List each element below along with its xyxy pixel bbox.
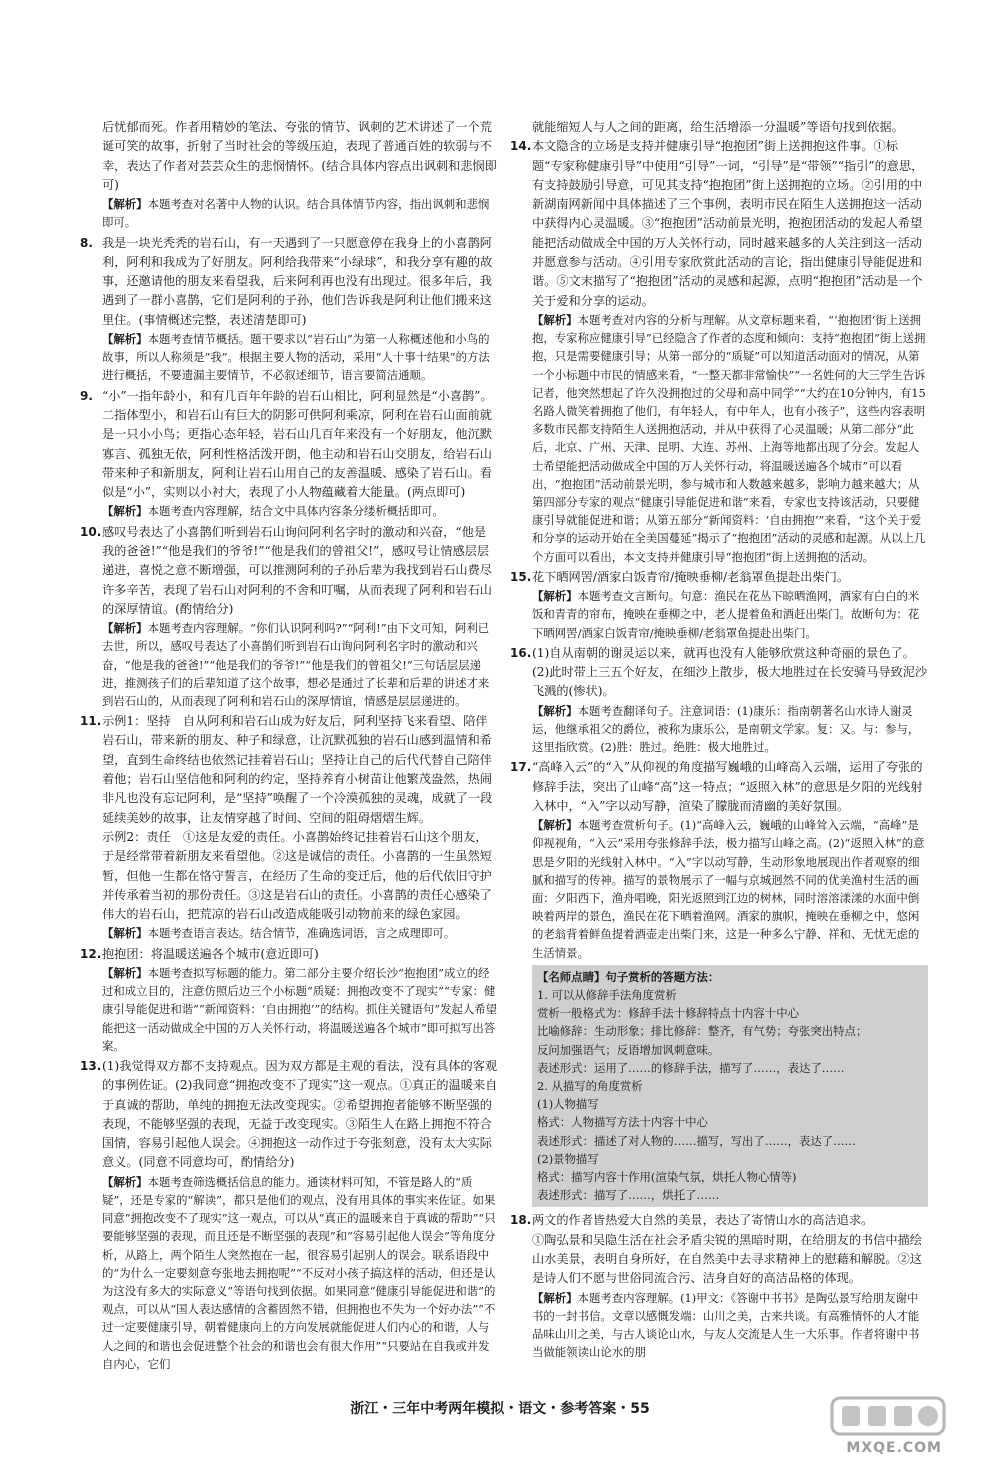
answer-11-example-2: 示例2：责任 ①这是友爱的责任。小喜鹊始终记挂着岩石山这个朋友，于是经常带着新朋友来看望他。②这是诚信的责任。小喜鹊的一生虽然短暂，但他一生都在恪守誓言，在经历了生命的变迁后，他的后代依旧守护并传承着当初的那份责任。③这是岩石山的责任。小喜鹊的责任心感染了伟大的岩石山，把荒凉的岩石山改造成能吸引动物前来的绿色家园。: [102, 829, 492, 922]
analysis-label: 【解析】: [102, 965, 148, 980]
answer-14: 14. 本文隐含的立场是支持并健康引导“抱抱团”街上送拥抱这件事。①标题“专家称健康引导”中使用“引导”一词，“引导”是“带领”“指引”的意思，有支持鼓励引导意，可见其支持“抱抱团”街上送拥抱的立场。②引用的中新湖南网新闻中具体描述了三个事例，表明市民在陌生人送拥抱这一活动中获得内心灵温暖。③“抱抱团”活动前景光明，抱抱团活动的发起人希望能把活动做成全中国的万人关怀行动，同时越来越多的人关注到这一活动并愿意参与活动。④引用专家欣赏此活动的言论，指出健康引导能促进和谐。⑤文末描写了“抱抱团”活动的灵感和起源，点明“抱抱团”活动是一个关于爱和分享的运动。: [510, 139, 924, 308]
analysis-13: 【解析】本题考查筛选概括信息的能力。通读材料可知，不管是路人的“质疑”，还是专家的“解读”，都只是他们的观点，没有用具体的事实来佐证。如果同意“拥抱改变不了现实”这一观点，可以从“真正的温暖来自于真诚的帮助”“只要能够坚强的表现，而且还是不断坚强的表现”和“容易引起他人误会”等角度分析，从路上，两个陌生人突然抱在一起，很容易引起别人的误会。联系语段中的“为什么一定要刻意夸张地去拥抱呢”“不反对小孩子搞这样的活动，但还是认为这没有多大的实际意义”等语句找到依据。如果同意“健康引导能促进和谐”的观点，可以从“国人表达感情的含蓄固然不错，但拥抱也不失为一个好办法”“不过一定要健康引导，朝着健康向上的方向发展就能促进人们内心的和谐，人与人之间的和谐也会促进整个社会的和谐也会有很大作用”“只要站在自我或并发自内心，它们: [102, 1174, 496, 1371]
tips-line: 赏析一般格式为：修辞手法十修辞特点十内容十中心: [537, 1006, 799, 1021]
tips-line: 2. 从描写的角度赏析: [537, 1078, 643, 1093]
tips-line: 表述形式：运用了……的修辞手法，描写了……，表达了……: [537, 1060, 845, 1075]
tips-line: 格式：人物描写方法十内容十中心: [537, 1115, 708, 1130]
analysis-label: 【解析】: [532, 1290, 578, 1305]
analysis-13-continued: 就能缩短人与人之间的距离，给生活增添一分温暖”等语句找到依据。: [532, 120, 904, 134]
answer-8: 8. 我是一块光秃秃的岩石山，有一天遇到了一只愿意停在我身上的小喜鹊阿利，阿利和我成为了好朋友。阿利给我带来“小绿球”，和我分享有趣的故事，还邀请他的朋友来看望我，后来阿利再也没有出现过。很多年后，我遇到了一群小喜鹊，它们是阿利的子孙，他们告诉我是阿利让他们搬来这里住。(事情概述完整，表述清楚即可): [80, 235, 493, 327]
tips-line: 1. 可以从修辞手法角度赏析: [537, 987, 677, 1002]
answer-16: 16. (1)自从南朝的谢灵运以来，就再也没有人能够欣赏这种奇丽的景色了。: [510, 645, 915, 660]
answer-10: 10. 感叹号表达了小喜鹊们听到岩石山询问阿利名字时的激动和兴奋，“他是我的爸爸!”“他是我们的爷爷!”“他是我们的曾祖父!”，感叹号让情感层层递进，喜悦之意不断增强，可以推测阿利的子孙后辈为我找到岩石山费尽许多辛苦，表现了岩石山对阿利的不舍和叮嘱，从而表现了阿利和岩石山的深厚情谊。(酌情给分): [80, 524, 492, 616]
tips-line: 比喻修辞：生动形象；排比修辞：整齐，有气势；夸张突出特点；: [537, 1024, 868, 1039]
analysis-8: 【解析】本题考查情节概括。题干要求以“岩石山”为第一人称概述他和小鸟的故事，所以人称须是“我”。根据主要人物的活动，采用“人十事十结果”的方法进行概括，不要遗漏主要情节，不必叙述细节，语言要简洁通顺。: [102, 332, 490, 383]
tips-line: 反问加强语气；反语增加讽刺意味。: [537, 1042, 720, 1057]
analysis-14: 【解析】本题考查对内容的分析与理解。从文章标题来看，“‘抱抱团’街上送拥抱，专家称应健康引导”已经隐含了作者的态度和倾向：支持“抱抱团”街上送拥抱，只是需要健康引导；从第一部分的“质疑”可以知道活动面对的情况，从第一个小标题中市民的情感来看，“一整天都非常愉快”“一名姓何的大三学生告诉记者，他突然想起了许久没拥抱过的父母和高中同学”“大约在10分钟内，有15名路人微笑着拥抱了他们，有年轻人，有中年人，也有小孩子”，这些内容表明多数市民都支持陌生人送拥抱活动，并从中获得了心灵温暖；从第二部分“此后，北京、广州、天津、昆明、大连、苏州、上海等地都出现了分会。发起人士希望能把活动做成全中国的万人关怀行动，将温暖送遍各个城市”可以看出，“抱抱团”活动前景光明，参与城市和人数越来越多，影响力越来越大；从第四部分专家的观点“健康引导能促进和谐”来看，专家也支持该活动，只要健康引导就能促进和谐；从第五部分“新闻资料：‘自由拥抱’”来看，“这个关于爱和分享的运动开始在全美国蔓延”揭示了“抱抱团”活动的灵感和起源。从以上几个方面可以看出，本文支持并健康引导“抱抱团”街上送拥抱的活动。: [532, 312, 926, 564]
analysis-label: 【解析】: [102, 621, 148, 636]
answer-13: 13. (1)我觉得双方都不支持观点。因为双方都是主观的看法，没有具体的客观的事例佐证。(2)我同意“拥抱改变不了现实”这一观点。①真正的温暖来自于真诚的帮助，单纯的拥抱无法改变现实。②希望拥抱者能够不断坚强的表现，不能够坚强的表现，无益于改变现实。③陌生人在路上拥抱不符合国情，容易引起他人误会。④拥抱这一动作过于夸张刻意，没有太大实际意义。(同意不同意均可，酌情给分): [80, 1058, 498, 1170]
analysis-11: 【解析】本题考查语言表达。结合情节，准确选词语，言之成理即可。: [102, 926, 456, 941]
tips-line: (1)人物描写: [537, 1097, 599, 1112]
page-footer: 浙江・三年中考两年模拟・语文・参考答案・55: [350, 1401, 650, 1417]
answer-17: 17. “高峰入云”的“入”从仰视的角度描写巍峨的山峰高入云端，运用了夸张的修辞手法，突出了山峰“高”这一特点；“返照入林”的意思是夕阳的光线射入林中，“入”字以动写静，渲染了朦胧而清幽的美好氛围。: [510, 760, 923, 813]
analysis-10: 【解析】本题考查内容理解。“你们认识阿利吗?”“阿利!”由下文可知，阿利已去世，所以，感叹号表达了小喜鹊们听到岩石山询问阿利名字时的激动和兴奋，“他是我的爸爸!”“他是我们的爷爷!”“他是我们的曾祖父!”三句话层层递进，推测孩子们的后辈知道了这个故事，想必是通过了长辈和后辈的讲述才来到岩石山的，从而表现了阿利和岩石山的深厚情谊，情感是层层递进的。: [102, 621, 490, 708]
analysis-label: 【解析】: [532, 589, 578, 604]
teacher-tips-box: [532, 965, 928, 1208]
analysis-15: 【解析】本题考查文言断句。句意：渔民在花丛下晾晒渔网，酒家有白白的米饭和青青的帘布，掩映在垂柳之中，老人提着鱼和酒赶出柴门。故断句为：花下晒网罟/酒家白饭青帘/掩映垂柳/老翁罩鱼提赴出柴门。: [532, 589, 920, 640]
analysis-17: 【解析】本题考查赏析句子。(1)“高峰入云，巍峨的山峰耸入云端，“高峰”是仰视视角，“入云”采用夸张修辞手法，极力描写山峰之高。(2)“返照入林”的意思是夕阳的光线射入林中。“入”字以动写静，生动形象地展现出作者观察的细腻和描写的传神。描写的景物展示了一幅与京城迥然不同的优美渔村生活的画面：夕阳西下，渔舟唱晚，阳光返照到江边的树林，同时溶溶漾漾的水面中倒映着两岸的景色，渔民在花下晒着渔网。酒家的旗帜，掩映在垂柳之中，悠闲的老翁背着鲜鱼提着酒壶走出柴门来，这是一种多么宁静、祥和、无忧无虑的生活情景。: [532, 818, 925, 960]
answer-9: 9. “小”一指年龄小，和有几百年年龄的岩石山相比，阿利显然是“小喜鹊”。二指体型小，和岩石山有巨大的阴影可供阿利乘凉，阿利在岩石山面前就是一只小小鸟；更指心态年轻，岩石山几百年来没有一个好朋友，他沉默寡言、孤独无依，阿利性格活泼开朗，他主动和岩石山交朋友，给岩石山带来种子和新朋友，阿利让岩石山用自己的友善温暖、感染了岩石山。看似是“小”，实则以小衬大，表现了小人物蕴藏着大能量。(两点即可): [80, 388, 493, 500]
watermark-text: MXQE.COM: [846, 1440, 942, 1456]
analysis-12: 【解析】本题考查拟写标题的能力。第二部分主要介绍长沙“抱抱团”成立的经过和成立目的，注意仿照后边三个小标题“质疑：拥抱改变不了现实”“专家：健康引导能促进和谐”“新闻资料：‘自由拥抱’”的结构。抓住关键语句“发起人希望能把这一活动做成全中国的万人关怀行动，将温暖送遍各个城市”即可拟写出答案。: [102, 965, 498, 1053]
answer-7-continued: 后忧郁而死。作者用精妙的笔法、夸张的情节、讽刺的艺术讲述了一个荒诞可笑的故事，折射了当时社会的等级压迫，表现了普通百姓的软弱与不幸，表达了作者对芸芸众生的悲悯情怀。(结合具体内容点出讽刺和悲悯即可): [102, 120, 497, 192]
analysis-18: 【解析】本题考查内容理解。(1)甲文：《答谢中书书》是陶弘景写给朋友谢中书的一封书信。文章以感慨发端：山川之美，古来共谈。有高雅情怀的人才能品味山川之美，与古人谈论山水，与友人交流是人生一大乐事。作者将谢中书当做能领读山论水的朋: [532, 1290, 920, 1360]
answer-11: 11. 示例1：坚持 自从阿利和岩石山成为好友后，阿利坚持飞来看望、陪伴岩石山，带来新的朋友、种子和绿意，让沉默孤独的岩石山感到温情和希望，直到生命终结也依然记挂着岩石山；坚持让自己的后代代替自己陪伴着他；岩石山坚信他和阿利的约定，坚持养育小树苗让他繁茂盎然，热闹非凡也没有忘记阿利，是“坚持”唤醒了一个冷漠孤独的灵魂，成就了一段延续美妙的故事，让友情穿越了时间、空间的阻碍熠熠生辉。: [80, 714, 493, 825]
analysis-label: 【解析】: [532, 818, 578, 833]
analysis-label: 【解析】: [532, 703, 578, 718]
analysis-label: 【解析】: [102, 926, 148, 941]
analysis-label: 【解析】: [532, 312, 578, 327]
answer-12: 12. 抱抱团：将温暖送遍各个城市(意近即可): [80, 946, 319, 961]
tips-line: 格式：描写内容十作用(渲染气氛，烘托人物心情等): [537, 1169, 797, 1184]
left-column: [80, 118, 498, 1388]
tips-line: 表述形式：描写了……，烘托了……: [537, 1188, 720, 1203]
answer-18-part-2: ①陶弘景和吴隐生活在社会矛盾尖锐的黑暗时期，在给朋友的书信中描绘山水美景，表明自身所好，在自然美中去寻求精神上的慰藉和解脱。②这是诗人们不愿与世俗同流合污、洁身自好的高洁品格的体现。: [532, 1232, 922, 1286]
analysis-label: 【解析】: [102, 504, 148, 519]
analysis-16: 【解析】本题考查翻译句子。注意词语：(1)康乐：指南朝著名山水诗人谢灵运，他继承祖父的爵位，被称为康乐公，是南朝文学家。复：又。与：参与，这里指欣赏。(2)胜：胜过。绝胜：极大地胜过。: [532, 703, 920, 755]
teacher-tips-heading: 【名师点睛】句子赏析的答题方法：: [537, 969, 720, 984]
right-column: [510, 118, 928, 1388]
analysis-label: 【解析】: [102, 332, 148, 347]
answer-18: 18. 两文的作者皆热爱大自然的美景，表达了寄情山水的高洁追求。: [510, 1213, 874, 1228]
tips-line: (2)景物描写: [537, 1151, 599, 1166]
analysis-9: 【解析】本题考查内容理解，结合文中具体内容条分缕析概括即可。: [102, 504, 444, 519]
answer-15: 15. 花下晒网罟/酒家白饭青帘/掩映垂柳/老翁罩鱼提赴出柴门。: [510, 569, 850, 584]
answer-16-part-2: (2)此时带上三五个好友，在细沙上散步，极大地胜过在长安骑马导致泥沙飞溅的(惨状)。: [532, 665, 928, 699]
tips-line: 表述形式：描述了对人物的……描写，写出了……，表达了……: [537, 1133, 856, 1148]
analysis-label: 【解析】: [102, 1174, 148, 1189]
analysis-7: 【解析】本题考查对名著中人物的认识。结合具体情节内容，指出讽刺和悲悯即可。: [102, 197, 490, 230]
analysis-label: 【解析】: [102, 197, 148, 212]
